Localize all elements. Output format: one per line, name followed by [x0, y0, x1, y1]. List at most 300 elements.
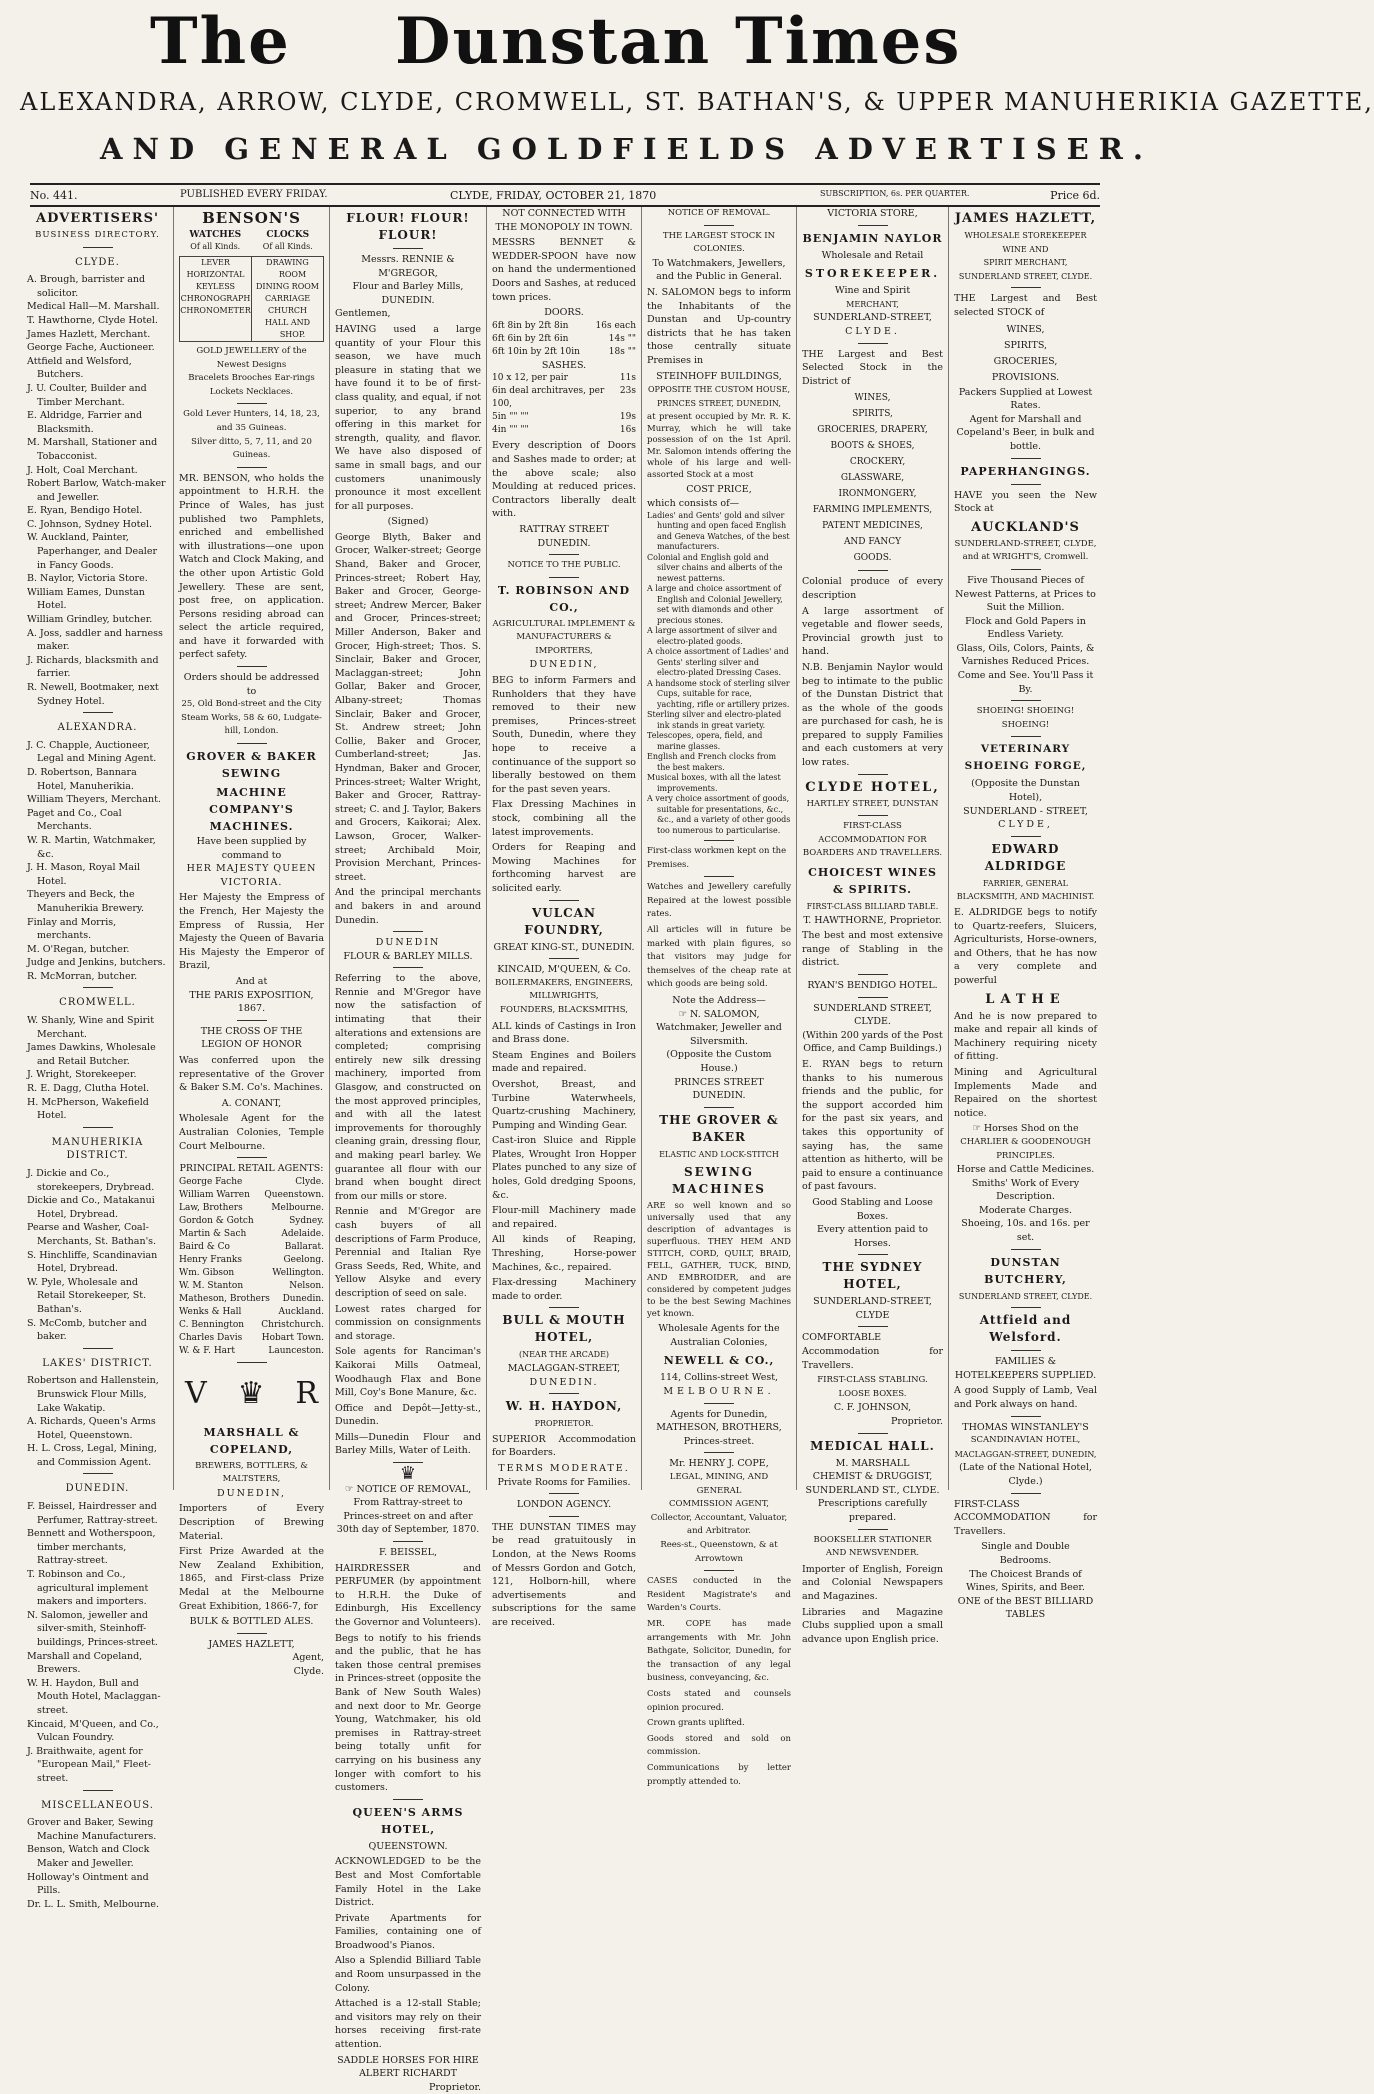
column-flour [330, 207, 487, 2093]
smiths-work: Smiths' Work of Every Description. [971, 1177, 1080, 1203]
agent-row [179, 1332, 324, 1345]
boarders-travellers: BOARDERS AND TRAVELLERS. [802, 848, 943, 859]
beissel-text: HAIRDRESSER and PERFUMER (by appointment to H.R.H. the Duke of Edinburgh, His Excellency the Governor and Volunteers). [335, 1562, 481, 1628]
winstanley: THOMAS WINSTANLEY'S [962, 1421, 1089, 1433]
manuherikia-list [27, 1167, 168, 1344]
door-row-cell: 14s "" [608, 333, 636, 344]
list-item: PROVISIONS. [991, 371, 1060, 383]
doors-heading: DOORS. [544, 307, 584, 319]
flourmill: Flour-mill Machinery made and repaired. [492, 1205, 636, 1230]
sash-row-cell: 19s [619, 412, 636, 423]
medical-hall-heading: MEDICAL HALL. [810, 1438, 935, 1453]
list-item: SPIRITS, [852, 409, 893, 420]
sash-row-cell: 4in "" "" [492, 425, 529, 436]
list-item: William Theyers, Merchant. [27, 794, 161, 806]
principal-merchants: And the principal merchants and bakers in and around Dunedin. [335, 887, 481, 926]
masthead-advertiser: AND GENERAL GOLDFIELDS ADVERTISER. [100, 132, 1153, 166]
gold-jewellery: GOLD JEWELLERY of the Newest Designs [196, 346, 307, 370]
rennie-sub: Flour and Barley Mills, [352, 281, 464, 293]
auckland-heading: AUCKLAND'S [971, 519, 1080, 535]
opposite-custom: OPPOSITE THE CUSTOM HOUSE, PRINCES STREET, DUNEDIN, [647, 385, 791, 408]
list-item: LEVER [201, 258, 230, 267]
flock-papers: Flock and Gold Papers in Endless Variety. [965, 615, 1086, 641]
list-item: J. U. Coulter, Builder and Timber Merchant. [27, 382, 147, 408]
naylor-sunderland: SUNDERLAND-STREET, [813, 312, 932, 324]
lathe-heading: LATHE [985, 991, 1066, 1007]
sewing-text: ARE so well known and so universally used that any description of advantages is superfluous. THEY HEM AND STITCH, CORD, QUILT, BRAID, FELL, GATHER, TUCK, BIND, AND EMBROIDER, and are considered by competent judges to be the best Sewing Machines yet known. [647, 1201, 791, 1320]
royal-arms-icon: ♛ [399, 1463, 417, 1485]
mills-text: Referring to the above, Rennie and M'Gregor have now the satisfaction of intimating that their alterations and extensions are completed; comprising entirely new silk dressing machinery, imported from Glasgow, and constructed on the most approved principles, and with all the latest improvements for thoroughly cleaning grain, dressing flour, and making pearl barley. We guarantee all flour with our brand when bought direct from our mills or store. [335, 973, 481, 1202]
list-item: A large and choice assortment of English and Colonial Jewellery, set with diamonds and other precious stones. [647, 584, 783, 625]
list-item: DRAWING ROOM [266, 258, 309, 279]
list-item: GOODS. [853, 553, 892, 564]
issue-number: No. 441. [30, 189, 78, 202]
melbourne: MELBOURNE. [663, 1386, 775, 1398]
agent-row-cell: Wm. Gibson [179, 1267, 235, 1278]
watch-kinds [180, 257, 252, 341]
sashes-heading: SASHES. [541, 359, 587, 371]
every-description: Every description of Doors and Sashes made to order; at the above scale; also Moulding at reduced prices. Contractors liberally dealt with. [492, 440, 636, 520]
to-watchmakers: To Watchmakers, Jewellers, and the Public in General. [652, 257, 786, 283]
cattle-medicines: Horse and Cattle Medicines. [956, 1164, 1095, 1176]
agent-row-cell: Law, Brothers [179, 1202, 243, 1213]
list-item: Benson, Watch and Clock Maker and Jeweller. [27, 1844, 150, 1869]
scandinavian-hotel: SCANDINAVIAN HOTEL, [970, 1435, 1081, 1446]
communications: Communications by letter promptly attended to. [647, 1762, 791, 1787]
list-item: Sterling silver and electro-plated ink stands in great variety. [647, 710, 782, 730]
sash-row-cell: 11s [619, 373, 636, 384]
loose-boxes: LOOSE BOXES. [838, 1388, 907, 1399]
mills-heading-1: DUNEDIN [375, 937, 441, 949]
stabling-note: The best and most extensive range of Stabling in the district. [802, 930, 943, 969]
cope-sub2: COMMISSION AGENT, [669, 1499, 769, 1510]
agent-row-cell: Melbourne. [271, 1202, 324, 1213]
comfortable-accommodation: COMFORTABLE Accommodation for Travellers. [802, 1332, 943, 1371]
london-agency: LONDON AGENCY. [516, 1499, 612, 1511]
cromwell-list [27, 1014, 168, 1123]
marshall-sub: BREWERS, BOTTLERS, & MALTSTERS, [195, 1460, 308, 1485]
agent-row [179, 1241, 324, 1254]
list-item: Attfield and Welsford, Butchers. [27, 355, 132, 381]
agent-row-cell: Launceston. [268, 1345, 324, 1356]
five-thousand: Five Thousand Pieces of Newest Patterns, at Prices to Suit the Million. [955, 574, 1096, 614]
forge-opposite: (Opposite the Dunstan Hotel), [971, 778, 1080, 804]
agent-row [179, 1176, 324, 1189]
robinson-heading: T. ROBINSON AND CO., [497, 583, 631, 614]
list-item: GROCERIES, [993, 355, 1058, 367]
orders-note: Orders should be addressed to [183, 672, 320, 697]
johnson-proprietor: Proprietor. [891, 1416, 943, 1428]
list-item: HALL AND SHOP. [264, 318, 311, 339]
hazlett-agent-name: JAMES HAZLETT, [208, 1638, 295, 1650]
list-item: Bennett and Wotherspoon, timber merchants, Rattray-street. [27, 1528, 156, 1567]
published-note: PUBLISHED EVERY FRIDAY. [180, 189, 328, 200]
mining-implements: Mining and Agricultural Implements Made and Repaired on the shortest notice. [954, 1066, 1097, 1119]
late-national: (Late of the National Hotel, Clyde.) [959, 1462, 1092, 1487]
list-item: S. Hinchliffe, Scandinavian Hotel, Drybread. [27, 1249, 158, 1275]
list-item: William Grindley, butcher. [27, 614, 153, 626]
superior-accommodation: SUPERIOR Accommodation for Boarders. [492, 1433, 636, 1459]
richardt-name: ALBERT RICHARDT [359, 2068, 457, 2080]
aldridge-farrier: FARRIER, GENERAL BLACKSMITH, AND MACHINIST. [956, 878, 1095, 902]
seed-assortment: A large assortment of vegetable and flower seeds, Provincial growth just to hand. [802, 605, 943, 658]
misc-list [27, 1816, 168, 1911]
list-item: Pearse and Washer, Coal-Merchants, St. Bathan's. [27, 1222, 157, 1247]
section-dunedin: DUNEDIN. [65, 1483, 130, 1495]
sydney-hotel-heading: THE SYDNEY HOTEL, [822, 1260, 923, 1292]
list-item: J. Braithwaite, agent for "European Mail," Fleet-street. [27, 1745, 151, 1784]
conant-name: A. CONANT, [221, 1097, 282, 1109]
hazlett-largest: THE Largest and Best selected STOCK of [954, 293, 1097, 318]
cope-text: MR. COPE has made arrangements with Mr. John Bathgate, Solicitor, Dunedin, for the transaction of any legal business, conveyancing, &c. [647, 1618, 791, 1684]
naylor-largest: THE Largest and Best Selected Stock in the District of [802, 348, 943, 387]
agent-row-cell: Henry Franks [179, 1254, 242, 1265]
agents-dunedin: Agents for Dunedin, [670, 1408, 768, 1420]
list-item: M. O'Regan, butcher. [27, 943, 130, 955]
directory-sub: BUSINESS DIRECTORY. [35, 230, 160, 240]
agent-row [179, 1280, 324, 1293]
attfield-heading: Attfield and Welsford. [979, 1313, 1072, 1345]
door-row [492, 346, 636, 359]
charlier: CHARLIER & GOODENOUGH [960, 1136, 1091, 1147]
watches-sub: Of all Kinds. [190, 242, 241, 251]
list-item: E. Ryan, Bendigo Hotel. [27, 505, 143, 517]
overshot: Overshot, Breast, and Turbine Waterwheels, Quartz-crushing Machinery, Pumping and Winding Gear. [492, 1078, 636, 1131]
aldridge-text: E. ALDRIDGE begs to notify to Quartz-reefers, Sluicers, Agriculturists, Horse-owners, and Others, that he has now a very complete and powerful [954, 907, 1097, 986]
masthead [0, 0, 1374, 182]
list-item: English and French clocks from the best makers. [647, 752, 777, 772]
beissel-text2: Begs to notify to his friends and the public, that he has taken those central premises in Princes-street (opposite the Bank of New South Wales) and next door to Mr. George Young, Watchmaker, his old premises in Rattray-street being totally unfit for carrying on his business any longer with comfort to his customers. [335, 1632, 481, 1794]
grover-heading-2: MACHINE COMPANY'S [209, 786, 294, 817]
list-item: H. McPherson, Wakefield Hotel. [27, 1096, 149, 1122]
naylor-items [802, 390, 943, 566]
principles: PRINCIPLES. [996, 1150, 1055, 1161]
list-item: M. Marshall, Stationer and Tobacconist. [27, 437, 158, 462]
column-victoria-store [797, 207, 949, 1645]
lakes-list [27, 1374, 168, 1469]
haydon-proprietor: PROPRIETOR. [534, 1419, 594, 1429]
sash-rows [492, 372, 636, 437]
choicest-brands: The Choicest Brands of Wines, Spirits, and Beer. [966, 1568, 1085, 1594]
agent-row-cell: W. & F. Hart [179, 1345, 235, 1356]
removal-label: NOTICE OF REMOVAL, [356, 1483, 472, 1495]
stock-list [647, 511, 791, 837]
list-item: Marshall and Copeland, Brewers. [27, 1650, 143, 1676]
royal-crest-icon: ♛ [237, 1375, 265, 1411]
grover-text: Have been supplied by command to [196, 836, 307, 861]
horses-shod-row [954, 1122, 1097, 1136]
private-apartments: Private Apartments for Families, containing one of Broadwood's Pianos. [335, 1912, 481, 1951]
shoeing-heading: SHOEING! SHOEING! SHOEING! [976, 706, 1075, 730]
list-item: CHURCH [268, 306, 307, 315]
london-text: THE DUNSTAN TIMES may be read gratuitously in London, at the News Rooms of Messrs Gordon and Gotch, 121, Holborn-hill, where advertisements and subscriptions for the same are received. [492, 1521, 636, 1628]
list-item: Paget and Co., Coal Merchants. [27, 807, 122, 833]
column-benson [174, 207, 330, 1677]
column-salomon [642, 207, 797, 1787]
cash-text: Rennie and M'Gregor are cash buyers of all descriptions of Farm Produce, Perennial and Italian Rye Grass Seeds, Red, White, and Yellow Alsyke and every description of seed on sale. [335, 1206, 481, 1299]
mills-water: Mills—Dunedin Flour and Barley Mills, Water of Leith. [335, 1431, 481, 1457]
notice-public: NOTICE TO THE PUBLIC. [507, 560, 621, 571]
agent-row [179, 1189, 324, 1202]
issue-date: CLYDE, FRIDAY, OCTOBER 21, 1870 [450, 189, 657, 202]
list-item: George Fache, Auctioneer. [27, 342, 155, 354]
list-item: CHRONOGRAPH [180, 294, 251, 303]
office-depot: Office and Depôt—Jetty-st., Dunedin. [335, 1402, 481, 1428]
list-item: William Eames, Dunstan Hotel. [27, 586, 145, 612]
bennet-text: MESSRS BENNET & WEDDER-SPOON have now on hand the undermentioned Doors and Sashes, at reduced town prices. [492, 237, 636, 303]
naylor-name: BENJAMIN NAYLOR [802, 231, 943, 245]
clocks-sub: Of all Kinds. [262, 242, 313, 251]
matheson-street: Princes-street. [683, 1435, 755, 1447]
marshall-heading: MARSHALL & COPELAND, [203, 1425, 300, 1456]
salomon-name: N. SALOMON, [690, 1008, 760, 1020]
butchery-street: SUNDERLAND STREET, CLYDE. [958, 1291, 1093, 1301]
victoria-store: VICTORIA STORE, [827, 208, 918, 219]
column-foundry [487, 207, 642, 1628]
section-misc: MISCELLANEOUS. [41, 1799, 154, 1811]
lowest-rates: Lowest rates charged for commission on consignments and storage. [335, 1303, 481, 1342]
rees-street: Rees-st., Queenstown, & at Arrowtown [660, 1540, 778, 1564]
beissel-name: F. BEISSEL, [379, 1547, 437, 1559]
wholesale-agents: Wholesale Agents for the Australian Colonies, [658, 1323, 780, 1348]
wine-spirit: Wine and Spirit [834, 285, 911, 297]
agent-row-cell: Geelong. [283, 1254, 324, 1265]
agent-row-cell: Auckland. [278, 1306, 324, 1317]
sash-row-cell: 6in deal architraves, per 100, [492, 386, 605, 410]
agent-marshall: Agent for Marshall and Copeland's Beer, in bulk and bottle. [956, 413, 1095, 452]
door-row-cell: 16s each [595, 320, 636, 331]
sash-row [492, 372, 636, 385]
list-item: T. Hawthorne, Clyde Hotel. [27, 314, 158, 326]
watches-repaired: Watches and Jewellery carefully Repaired at the lowest possible rates. [647, 882, 791, 920]
title-word-times: Times [735, 4, 962, 79]
list-item: R. McMorran, butcher. [27, 970, 138, 982]
workmen: First-class workmen kept on the Premises. [647, 846, 787, 870]
scandinavian-street: MACLAGGAN-STREET, DUNEDIN, [954, 1449, 1097, 1459]
list-item: Finlay and Morris, merchants. [27, 916, 117, 942]
lathe-text: And he is now prepared to make and repair all kinds of Machinery requiring nicety of fitting. [954, 1010, 1097, 1063]
aldridge-heading: EDWARD ALDRIDGE [984, 841, 1067, 873]
matheson-brothers: MATHESON, BROTHERS, [656, 1422, 782, 1434]
pointing-hand-icon: ☞ [972, 1123, 981, 1135]
list-item: J. Dickie and Co., storekeepers, Drybread. [27, 1168, 155, 1193]
list-item: A handsome stock of sterling silver Cups, suitable for race, yachting, rifle or artillery prizes. [647, 678, 790, 709]
first-class-accommodation: FIRST-CLASS ACCOMMODATION FOR [818, 821, 927, 845]
issue-price: Price 6d. [1050, 189, 1100, 202]
stable-text: Attached is a 12-stall Stable; and visitors may rely on their horses receiving first-rate attention. [335, 1998, 481, 2051]
billiard-table-note: FIRST-CLASS BILLIARD TABLE. [806, 902, 939, 912]
title-word-dunstan: Dunstan [395, 4, 712, 79]
dunedin-list [27, 1500, 168, 1785]
list-item: Kincaid, M'Queen, and Co., Vulcan Foundry. [27, 1718, 159, 1744]
good-stabling: Good Stabling and Loose Boxes. [812, 1196, 933, 1222]
agent-row-cell: Christchurch. [261, 1319, 324, 1330]
agent-row-cell: Dunedin. [282, 1293, 324, 1304]
agent-row-cell: Ballarat. [284, 1241, 324, 1252]
queens-place: QUEENSTOWN. [368, 1840, 448, 1852]
list-item: W. H. Haydon, Bull and Mouth Hotel, Maclaggan-street. [27, 1677, 161, 1716]
list-item: WINES, [1006, 323, 1045, 335]
list-item: B. Naylor, Victoria Store. [27, 573, 148, 585]
cope-name: Mr. HENRY J. COPE, [669, 1458, 769, 1470]
list-item: A very choice assortment of goods, suitable for presentations, &c., &c., and a variety of other goods too numerous to particularise. [647, 794, 791, 835]
naylor-nb: N.B. Benjamin Naylor would beg to intimate to the public of the Dunstan District that as the whole of the goods are purchased for cash, he is prepared to supply Families and each customers at very low rates. [802, 661, 943, 769]
masthead-subtitle: ALEXANDRA, ARROW, CLYDE, CROMWELL, ST. BATHAN'S, & UPPER MANUHERIKIA GAZETTE, [20, 88, 1374, 116]
bull-dunedin: DUNEDIN. [529, 1376, 599, 1388]
moderate-charges: Moderate Charges. [978, 1204, 1072, 1216]
colonial-produce: Colonial produce of every description [802, 576, 943, 601]
hazlett-wholesale: WHOLESALE STOREKEEPER WINE AND [964, 231, 1087, 254]
shoeing-rate: Shoeing, 10s. and 16s. per set. [961, 1218, 1090, 1244]
crown-grants: Crown grants uplifted. [647, 1718, 745, 1729]
rattray-street: RATTRAY STREET DUNEDIN. [519, 523, 609, 549]
list-item: AND FANCY [843, 537, 902, 548]
ryan-text: E. RYAN begs to return thanks to his numerous friends and the public, for the support accorded him for the past six years, and takes this opportunity of saying has, the same attention as hitherto, will be paid to ensure a continuance of past favours. [802, 1058, 943, 1193]
cross-text: Was conferred upon the representative of the Grover & Baker S.M. Co's. Machines. [179, 1054, 324, 1094]
have-you-seen: HAVE you seen the New Stock at [954, 489, 1097, 515]
rennie-place: DUNEDIN. [381, 294, 435, 306]
hazlett-heading: JAMES HAZLETT, [954, 211, 1097, 226]
castings: ALL kinds of Castings in Iron and Brass done. [492, 1020, 636, 1046]
list-item: R. E. Dagg, Clutha Hotel. [27, 1083, 150, 1095]
bookseller: BOOKSELLER STATIONER AND NEWSVENDER. [813, 1534, 932, 1559]
agents-heading: PRINCIPAL RETAIL AGENTS: [179, 1163, 324, 1175]
list-item: W. Pyle, Wholesale and Retail Storekeeper, St. Bathan's. [27, 1276, 147, 1315]
clocks-label: CLOCKS [266, 230, 310, 240]
list-item: W. Auckland, Painter, Paperhanger, and Dealer in Fancy Goods. [27, 532, 158, 571]
list-item: KEYLESS [195, 282, 236, 291]
vr-letter-r: R [295, 1375, 318, 1411]
hazlett-spirit: SPIRIT MERCHANT, [983, 258, 1068, 268]
agent-row-cell: Baird & Co [179, 1241, 230, 1252]
sydney-street: SUNDERLAND-STREET, CLYDE [813, 1296, 932, 1321]
list-item: A large assortment of silver and electro-plated goods. [647, 626, 778, 646]
pointing-hand-icon: ☞ [678, 1008, 688, 1020]
grover-heading-3: MACHINES. [209, 820, 294, 834]
list-item: Dickie and Co., Matakanui Hotel, Drybread. [27, 1195, 155, 1220]
mills-heading-2: FLOUR & BARLEY MILLS. [343, 950, 473, 962]
list-item: J. Holt, Coal Merchant. [27, 464, 138, 476]
list-item: CHRONOMETER [180, 306, 251, 315]
robinson-place: DUNEDIN, [529, 659, 599, 671]
prescriptions: Prescriptions carefully prepared. [817, 1498, 928, 1523]
agent-row [179, 1267, 324, 1280]
list-item: Telescopes, opera, field, and marine glasses. [647, 731, 763, 751]
storekeeper: STOREKEEPER. [804, 267, 941, 281]
robinson-sub: AGRICULTURAL IMPLEMENT & MANUFACTURERS & IMPORTERS, [492, 618, 636, 656]
watches-label: WATCHES [189, 230, 242, 240]
collector: Collector, Accountant, Valuator, and Arbitrator. [650, 1512, 788, 1537]
ryan-heading: RYAN'S BENDIGO HOTEL. [807, 980, 938, 991]
sash-row-cell: 10 x 12, per pair [492, 373, 568, 384]
flour-text: HAVING used a large quantity of your Flour this season, we have much pleasure in stating that we have found it to be of first-class quality, and equal, if not superior, to any brand offering in this market for strength, quality, and flavor. We have also disposed of same in small bags, and our customers unanimously pronounce it most excellent for all purposes. [335, 323, 481, 512]
clyde-list [27, 273, 168, 708]
come-and-see: Come and See. You'll Pass it By. [957, 670, 1094, 695]
steinhoff: STEINHOFF BUILDINGS, [656, 370, 782, 382]
reaping-repairs: All kinds of Reaping, Threshing, Horse-power Machines, &c., repaired. [492, 1234, 636, 1273]
list-item: FARMING IMPLEMENTS, [812, 505, 933, 516]
list-item: James Dawkins, Wholesale and Retail Butcher. [27, 1042, 156, 1067]
agent-row-cell: Wenks & Hall [179, 1306, 242, 1317]
queens-heading: QUEEN'S ARMS HOTEL, [352, 1805, 464, 1836]
section-lakes: LAKES' DISTRICT. [42, 1357, 153, 1369]
sash-row [492, 411, 636, 424]
and-at: And at [235, 975, 268, 987]
agent-row-cell: W. M. Stanton [179, 1280, 244, 1291]
flax-dressing: Flax-dressing Machinery made to order. [492, 1277, 636, 1302]
list-item: D. Robertson, Bannara Hotel, Manuherikia. [27, 766, 137, 792]
door-rows [492, 320, 636, 359]
agent-row-cell: Queenstown. [264, 1189, 324, 1200]
cases-conducted: CASES conducted in the Resident Magistrate's and Warden's Courts. [647, 1576, 791, 1614]
goods-stored: Goods stored and sold on commission. [647, 1733, 791, 1758]
naylor-clyde: CLYDE. [845, 325, 900, 337]
medical-street: SUNDERLAND ST., CLYDE. [805, 1484, 940, 1496]
list-item: Dr. L. L. Smith, Melbourne. [27, 1898, 159, 1910]
vulcan-place: GREAT KING-ST., DUNEDIN. [493, 941, 635, 953]
steam-engines: Steam Engines and Boilers made and repaired. [492, 1049, 636, 1075]
consists-of: which consists of— [647, 497, 740, 509]
salomon-sub: Watchmaker, Jeweller and Silversmith. [656, 1022, 782, 1047]
list-item: A. Brough, barrister and solicitor. [27, 274, 146, 299]
marshall-name: M. MARSHALL [835, 1457, 910, 1469]
agent-row-cell: Charles Davis [179, 1332, 243, 1343]
sewing-machines: SEWING MACHINES [672, 1165, 766, 1197]
agent-row-cell: Sydney. [289, 1215, 324, 1226]
sash-row-cell: 16s [619, 425, 636, 436]
hartley-street: HARTLEY STREET, DUNSTAN [806, 798, 939, 809]
robinson-text: BEG to inform Farmers and Runholders that they have removed to their new premises, Princes-street South, Dunedin, where they hope to receive a continuance of the support so liberally bestowed on them for the past seven years. [492, 675, 636, 795]
opposite-custom-house: (Opposite the Custom House.) [666, 1049, 772, 1074]
importer-text: Importer of English, Foreign and Colonial Newspapers and Magazines. [802, 1563, 943, 1602]
list-item: Ladies' and Gents' gold and silver hunting and open faced English and Geneva Watches, of the best manufacturers. [647, 510, 790, 551]
column-hazlett [949, 207, 1102, 1621]
kincaid-sub: BOILERMAKERS, ENGINEERS, MILLWRIGHTS, [495, 977, 633, 1002]
list-item: W. R. Martin, Watchmaker, &c. [27, 834, 156, 860]
columns [22, 207, 1102, 2093]
sash-row [492, 385, 636, 411]
formerly-text: at present occupied by Mr. R. K. Murray, which he will take possession of on the 1st April. Mr. Salomon intends offering the whole of his large and well-assorted Stock at a most [647, 412, 791, 480]
list-item: PATENT MEDICINES, [822, 521, 923, 532]
agent-row [179, 1293, 324, 1306]
chemist-druggist: CHEMIST & DRUGGIST, [812, 1471, 933, 1483]
door-row [492, 333, 636, 346]
cope-sub: LEGAL, MINING, AND GENERAL [669, 1472, 769, 1496]
paris-exposition: THE PARIS EXPOSITION, 1867. [189, 989, 314, 1015]
billiard-tables: ONE of the BEST BILLIARD TABLES [957, 1595, 1094, 1621]
list-item: J. Wright, Storekeeper. [27, 1069, 137, 1081]
list-item: E. Aldridge, Farrier and Blacksmith. [27, 410, 143, 435]
prize-text: First Prize Awarded at the New Zealand Exhibition, 1865, and First-class Prize Medal at the Melbourne Great Exhibition, 1866-7, for [179, 1546, 324, 1612]
victoria: VICTORIA. [220, 876, 283, 888]
agent-row-cell: Adelaide. [281, 1228, 324, 1239]
list-item: C. Johnson, Sydney Hotel. [27, 518, 153, 530]
list-item: James Hazlett, Merchant. [27, 328, 151, 340]
agent-row-cell: Matheson, Brothers [179, 1293, 270, 1304]
list-item: Musical boxes, with all the latest improvements. [647, 773, 781, 793]
cost-price: COST PRICE, [686, 484, 752, 496]
sash-row [492, 424, 636, 437]
list-item: J. H. Mason, Royal Mail Hotel. [27, 862, 141, 887]
alexandra-list [27, 739, 168, 984]
list-item: Theyers and Beck, the Manuherikia Brewery. [27, 889, 144, 914]
vr-letter-v: V [185, 1375, 207, 1411]
billiard-table: Also a Splendid Billiard Table and Room unsurpassed in the Colony. [335, 1955, 481, 1994]
benson-address: 25, Old Bond-street and the City Steam Works, 58 & 60, Ludgate-hill, London. [181, 699, 322, 737]
haydon-name: W. H. HAYDON, [505, 1399, 623, 1414]
first-class-stabling: FIRST-CLASS STABLING. [817, 1375, 928, 1386]
princes-street: PRINCES STREET DUNEDIN. [674, 1076, 764, 1102]
